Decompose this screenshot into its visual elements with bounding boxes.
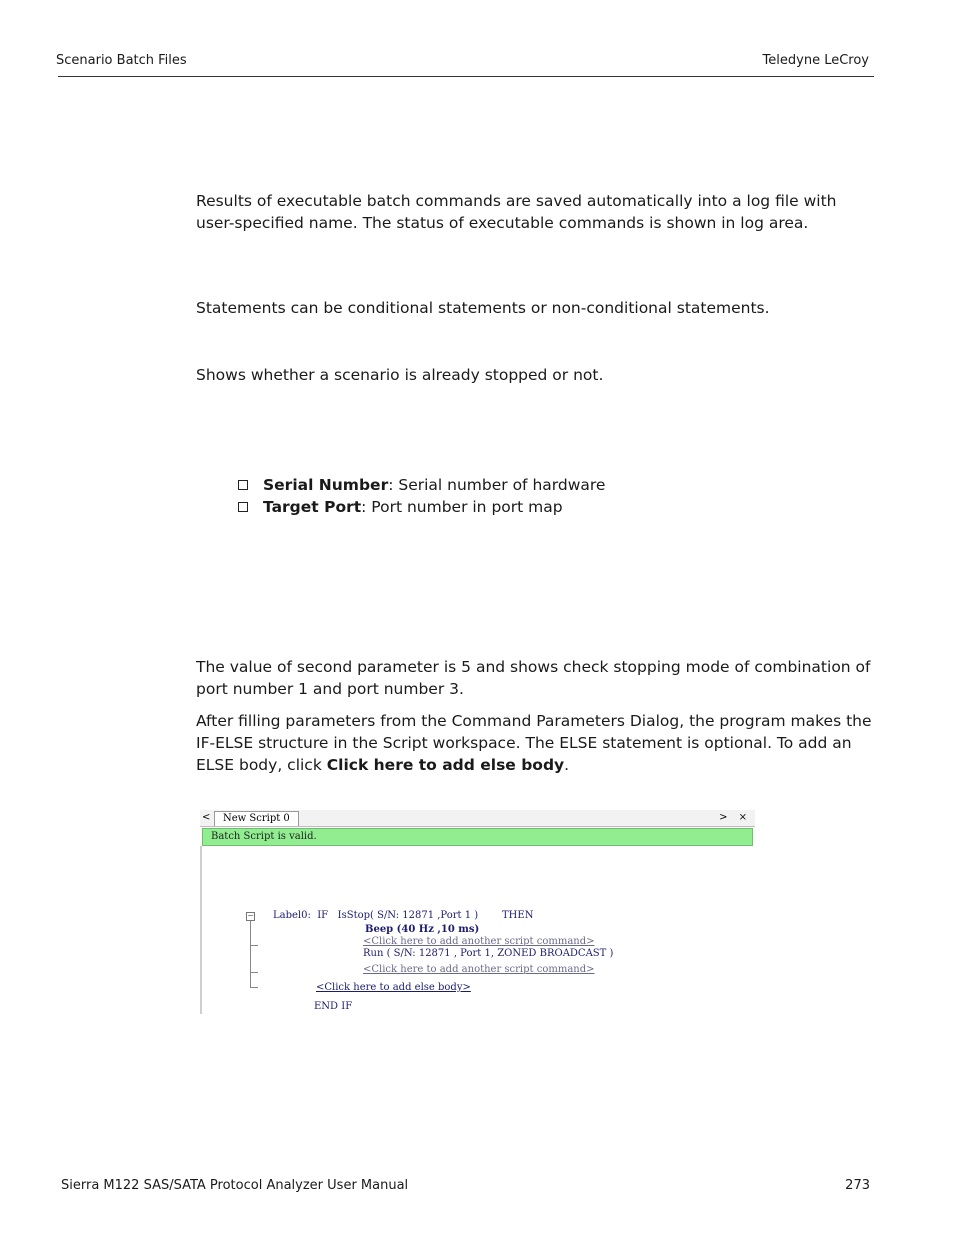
list-item [238, 474, 605, 496]
collapse-icon[interactable]: − [247, 911, 254, 920]
statements-paragraph: Statements can be conditional statements or non-conditional statements. [196, 299, 770, 317]
run-command[interactable]: Run ( S/N: 12871 , Port 1, ZONED BROADCAST ) [363, 948, 614, 959]
tree-line-branch [250, 945, 258, 946]
end-if-keyword: END IF [314, 1001, 353, 1012]
then-keyword: THEN [502, 910, 534, 921]
footer-title: Sierra M122 SAS/SATA Protocol Analyzer User Manual [61, 1178, 409, 1193]
else-body-link-text: Click here to add else body [326, 756, 565, 774]
period: . [564, 756, 570, 774]
bullet-term: Serial Number [263, 476, 389, 494]
running-header-left: Scenario Batch Files [56, 53, 187, 68]
checkbox-bullet-icon [238, 502, 248, 512]
running-header-right: Teledyne LeCroy [762, 53, 869, 68]
tree-line-branch [250, 987, 258, 988]
log-file-paragraph: Results of executable batch commands are saved automatically into a log file with user-specified name. The status of executable commands is shown in log area. [196, 192, 837, 232]
beep-command[interactable]: Beep (40 Hz ,10 ms) [365, 924, 480, 935]
if-else-text: After filling parameters from the Command Parameters Dialog, the program makes the IF-ELSE structure in the Script workspace. The ELSE statement is optional. To add an ELSE body, click [196, 712, 872, 774]
tab-bar [200, 810, 755, 827]
add-script-command-link[interactable]: <Click here to add another script command> [363, 964, 595, 975]
parameter-list [238, 474, 605, 518]
page-number: 273 [845, 1178, 870, 1193]
bullet-desc: : Port number in port map [361, 498, 563, 516]
editor-gutter [200, 846, 202, 1014]
header-rule [58, 76, 874, 77]
add-script-command-link[interactable]: <Click here to add another script command> [363, 936, 595, 947]
add-else-body-link[interactable]: <Click here to add else body> [316, 982, 471, 993]
second-parameter-paragraph: The value of second parameter is 5 and shows check stopping mode of combination of port number 1 and port number 3. [196, 658, 871, 698]
bullet-desc: : Serial number of hardware [388, 476, 606, 494]
tree-line-vertical [250, 921, 251, 987]
scroll-right-close-icon[interactable]: > × [719, 812, 751, 823]
if-else-paragraph [196, 710, 876, 776]
validation-status-bar [202, 828, 753, 846]
validation-message: Batch Script is valid. [211, 831, 317, 842]
tab-new-script[interactable]: New Script 0 [214, 811, 299, 826]
script-workspace-screenshot [200, 810, 755, 1014]
isstop-description-paragraph: Shows whether a scenario is already stopped or not. [196, 366, 604, 384]
scroll-left-icon[interactable]: < [202, 812, 211, 823]
tree-line-branch [250, 972, 258, 973]
bullet-term: Target Port [263, 498, 362, 516]
checkbox-bullet-icon [238, 480, 248, 490]
if-statement[interactable]: Label0: IF IsStop( S/N: 12871 ,Port 1 ) [273, 910, 479, 921]
list-item [238, 496, 605, 518]
